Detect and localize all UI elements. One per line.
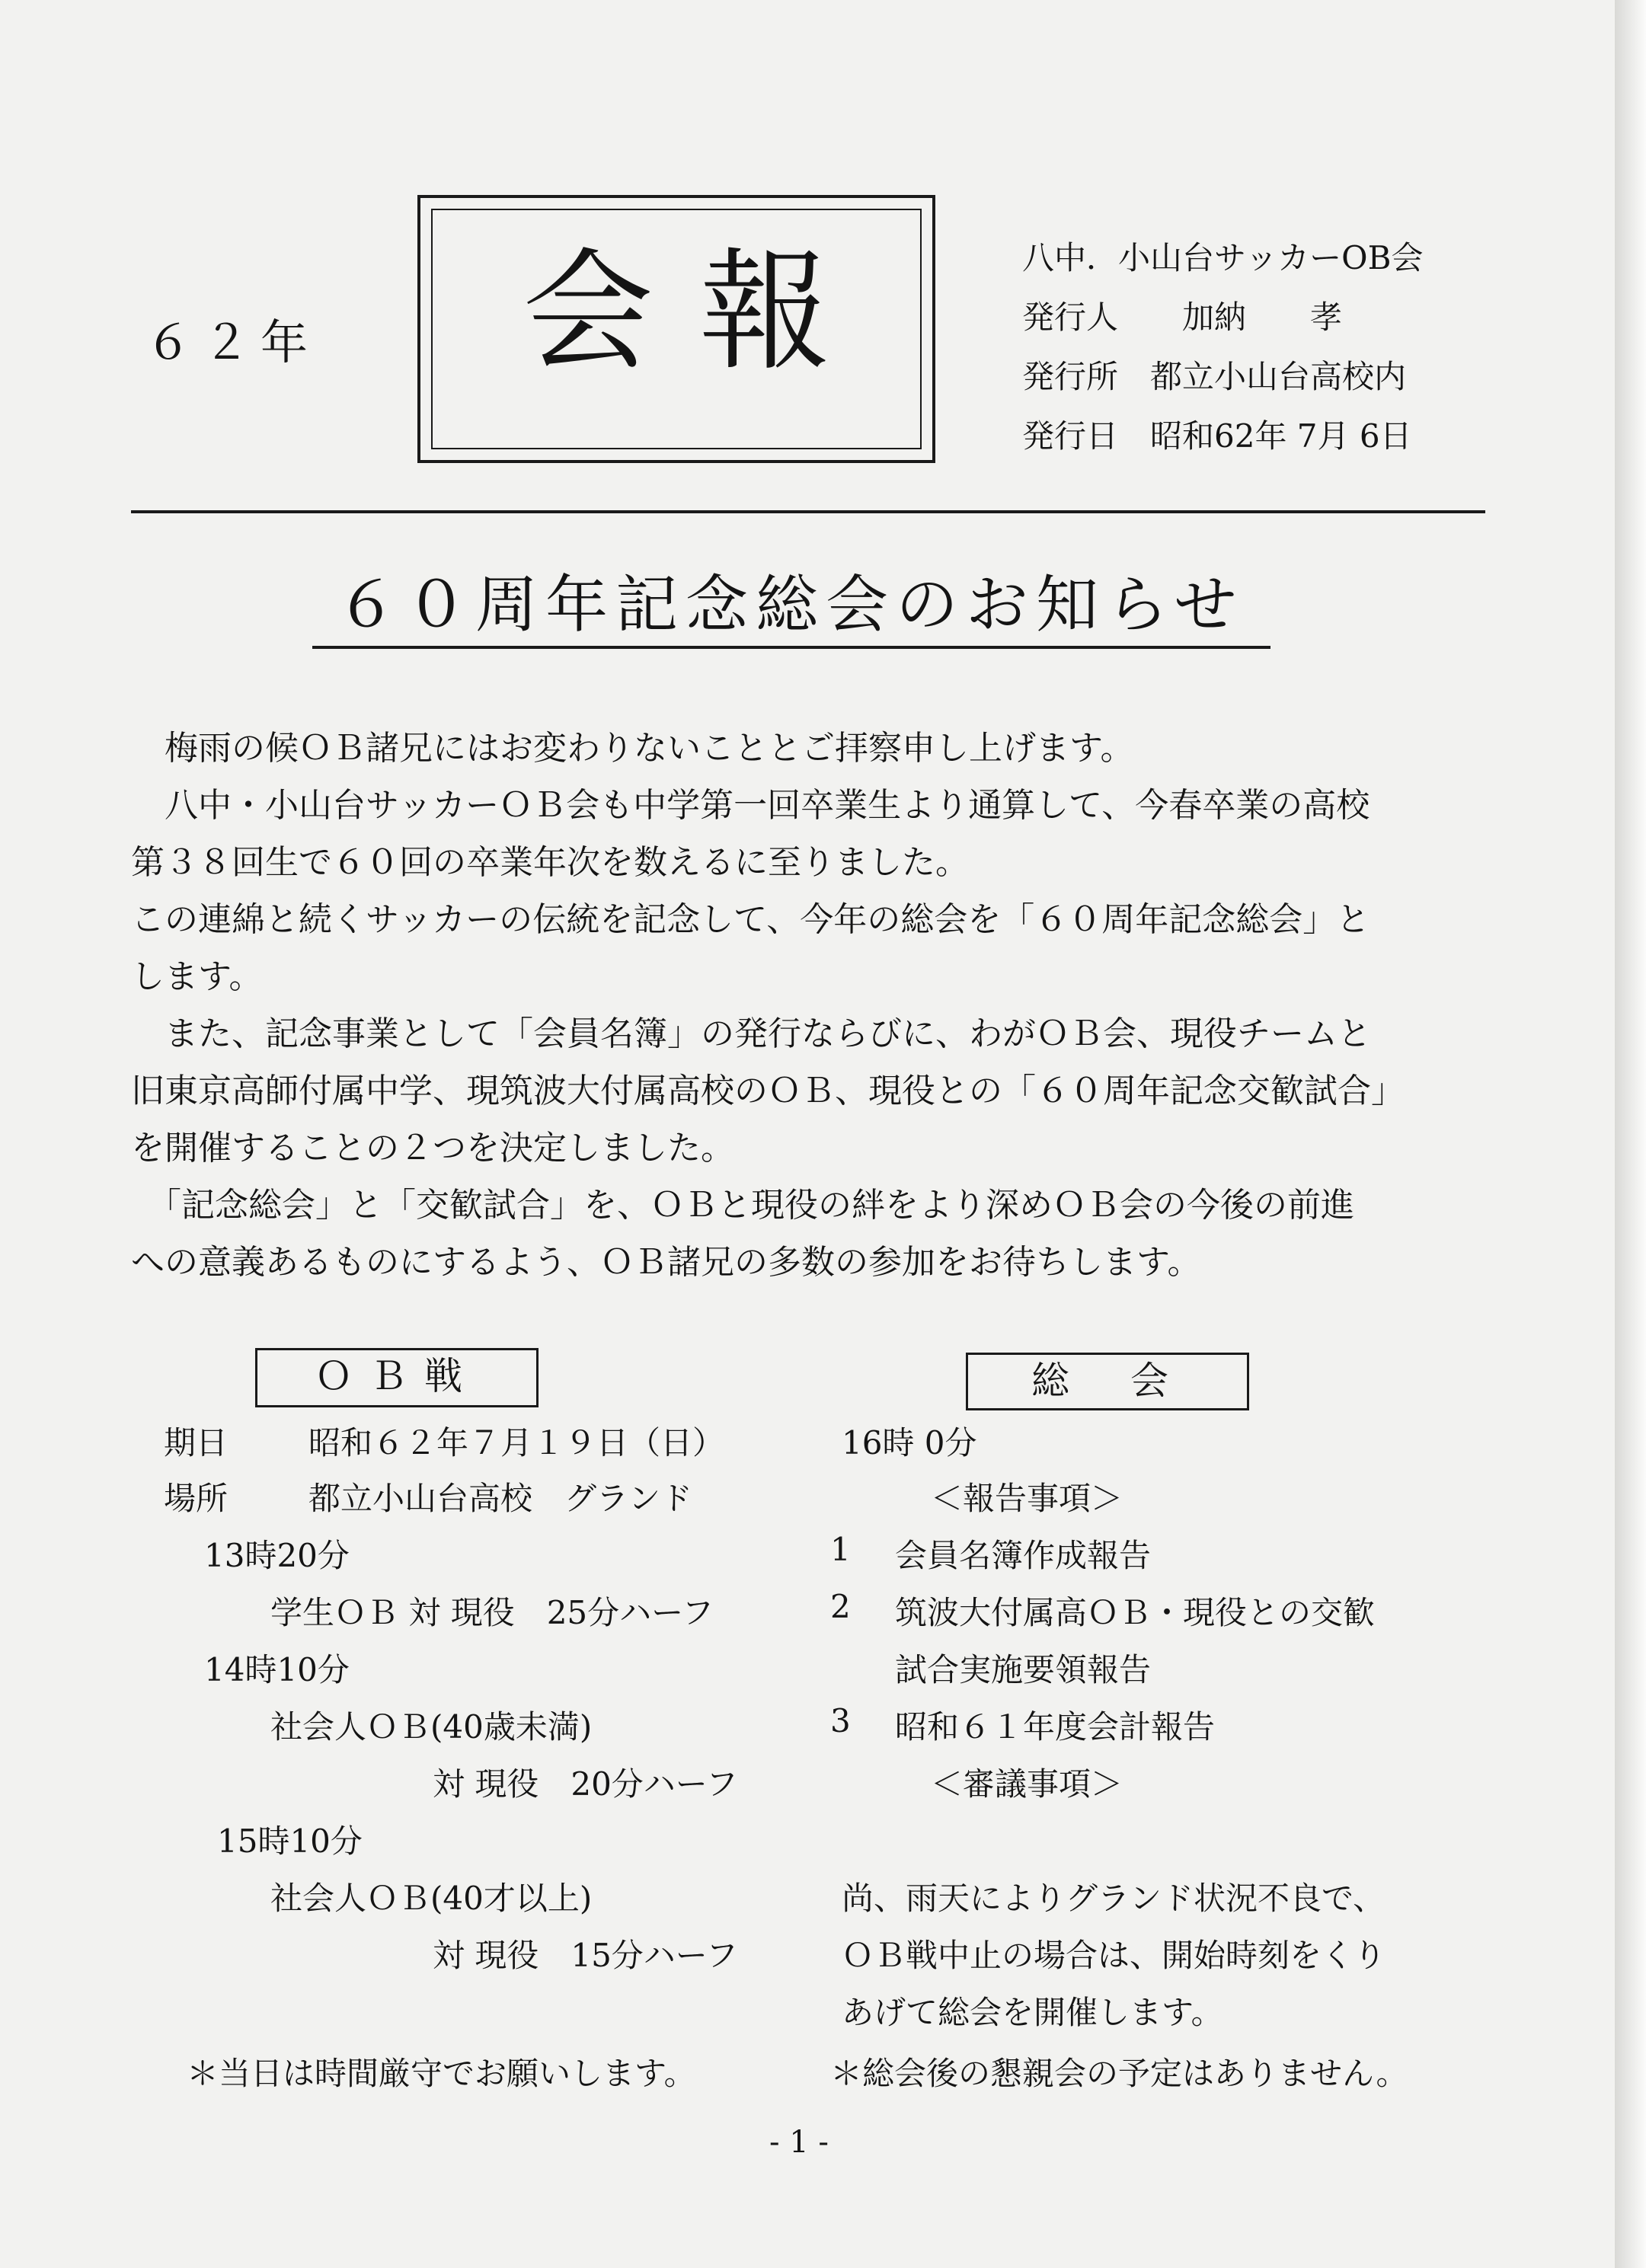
agenda-number: 1: [830, 1531, 851, 1568]
match-time: 15時10分: [217, 1822, 363, 1860]
general-meeting-note: ＊総会後の懇親会の予定はありません。: [830, 2055, 1408, 2092]
newsletter-title: 会報: [523, 235, 876, 388]
body-line: します。: [131, 957, 263, 996]
body-line: を開催することの２つを決定しました。: [131, 1129, 734, 1168]
publisher-info: [1022, 228, 1423, 466]
match-pairing: 社会人ＯＢ(40歳未満): [270, 1708, 593, 1746]
page-edge-shadow: [1615, 0, 1646, 2268]
place-value: 都立小山台高校 グランド: [308, 1480, 693, 1517]
body-line: 旧東京高師付属中学、現筑波大付属高校のＯＢ、現役との「６０周年記念交歓試合」: [131, 1072, 1405, 1110]
match-pairing: 対 現役 20分ハーフ: [433, 1765, 738, 1803]
match-time: 14時10分: [204, 1651, 350, 1688]
body-line: 八中・小山台サッカーＯＢ会も中学第一回卒業生より通算して、今春卒業の高校: [131, 786, 1370, 825]
ob-match-heading: ＯＢ戦: [255, 1348, 539, 1407]
body-line: 第３８回生で６０回の卒業年次を数えるに至りました。: [131, 843, 969, 882]
deliberation-heading: ＜審議事項＞: [931, 1765, 1123, 1803]
rain-notice-line: 尚、雨天によりグランド状況不良で、: [842, 1880, 1386, 1917]
date-label: 期日: [164, 1424, 229, 1461]
match-pairing: 社会人ＯＢ(40才以上): [270, 1880, 593, 1917]
rain-notice-line: あげて総会を開催します。: [842, 1994, 1223, 2031]
agenda-number: 2: [830, 1588, 851, 1625]
general-meeting-heading: 総会: [966, 1353, 1249, 1410]
meeting-time: 16時 0分: [842, 1424, 977, 1461]
page-number: - 1 -: [769, 2125, 829, 2160]
body-line: への意義あるものにするよう、ＯＢ諸兄の多数の参加をお待ちします。: [131, 1243, 1201, 1282]
agenda-item: 昭和６１年度会計報告: [895, 1708, 1216, 1746]
date-value: 昭和６２年７月１９日（日）: [308, 1424, 725, 1461]
publisher-person: 発行人 加納 孝: [1022, 299, 1343, 336]
headline-underline: [312, 646, 1270, 649]
agenda-item: 会員名簿作成報告: [895, 1537, 1152, 1574]
match-time: 13時20分: [204, 1537, 350, 1574]
header-divider: [131, 510, 1485, 513]
announcement-body: [131, 720, 1472, 1291]
rain-notice-line: ＯＢ戦中止の場合は、開始時刻をくり: [842, 1937, 1386, 1974]
ob-match-note: ＊当日は時間厳守でお願いします。: [187, 2055, 696, 2092]
agenda-item: 筑波大付属高ＯＢ・現役との交歓: [895, 1594, 1376, 1631]
body-line: また、記念事業として「会員名簿」の発行ならびに、わがＯＢ会、現役チームと: [131, 1014, 1371, 1053]
agenda-number: 3: [830, 1702, 851, 1739]
body-line: 梅雨の候ＯＢ諸兄にはお変わりないこととご拝察申し上げます。: [131, 729, 1134, 768]
agenda-item: 試合実施要領報告: [895, 1651, 1152, 1688]
publisher-org: 八中．小山台サッカーOB会: [1022, 239, 1424, 276]
year-label: ６２年: [145, 315, 319, 370]
body-line: この連綿と続くサッカーの伝統を記念して、今年の総会を「６０周年記念総会」と: [131, 900, 1370, 939]
headline: ６０周年記念総会のお知らせ: [335, 569, 1245, 641]
report-heading: ＜報告事項＞: [931, 1480, 1123, 1517]
match-pairing: 対 現役 15分ハーフ: [433, 1937, 738, 1974]
publish-date: 発行日 昭和62年 7月 6日: [1022, 417, 1412, 455]
newsletter-title-box: [417, 195, 935, 463]
body-line: 「記念総会」と「交歓試合」を、ＯＢと現役の絆をより深めＯＢ会の今後の前進: [131, 1186, 1354, 1225]
match-pairing: 学生ＯＢ 対 現役 25分ハーフ: [270, 1594, 714, 1631]
publisher-office: 発行所 都立小山台高校内: [1022, 358, 1407, 395]
place-label: 場所: [164, 1480, 229, 1517]
